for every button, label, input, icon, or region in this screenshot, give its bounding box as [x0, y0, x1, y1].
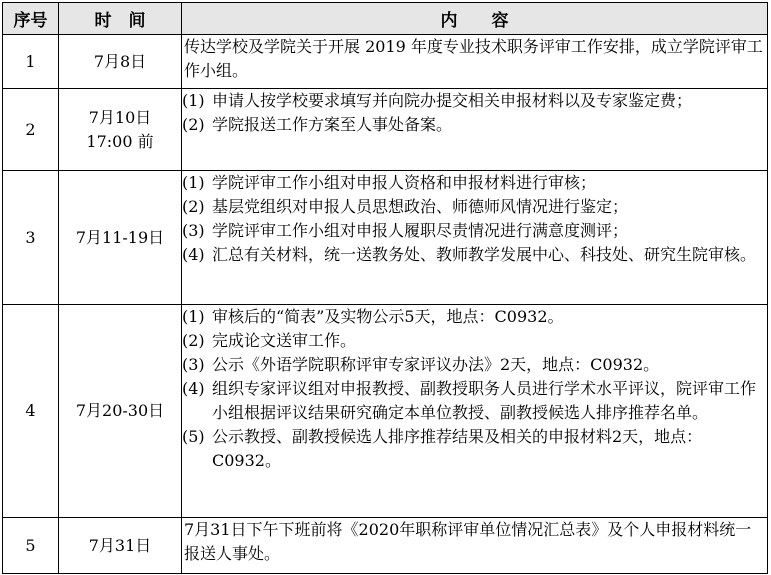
- content-item: [182, 195, 767, 219]
- row-number: 3: [3, 171, 59, 305]
- item-number: (1): [182, 307, 205, 326]
- time-line: 7月11-19日: [75, 227, 165, 247]
- content-item: [182, 353, 767, 377]
- header-time: 时 间: [59, 3, 182, 35]
- item-text: 组织专家评议组对申报教授、副教授职务人员进行学术水平评议，院评审工作小组根据评议结果研究确定本单位教授、副教授候选人排序推荐名单。: [212, 379, 757, 422]
- item-text: 学院报送工作方案至人事处备案。: [212, 115, 453, 134]
- row-number: 5: [3, 518, 59, 574]
- row-time: [59, 518, 182, 574]
- content-item: [182, 89, 767, 113]
- content-item: [182, 329, 767, 353]
- item-number: (2): [182, 197, 205, 216]
- row-time: [59, 305, 182, 518]
- row-time: [59, 35, 182, 89]
- content-item: [182, 171, 767, 195]
- content-text: 传达学校及学院关于开展 2019 年度专业技术职务评审工作安排，成立学院评审工作小组。: [184, 37, 763, 80]
- item-text: 学院评审工作小组对申报人资格和申报材料进行审核；: [212, 173, 597, 192]
- row-time: [59, 89, 182, 171]
- content-item: [182, 377, 767, 425]
- row-content: [182, 518, 768, 574]
- item-text: 公示教授、副教授候选人排序推荐结果及相关的申报材料2天，地点：C0932。: [212, 427, 703, 470]
- content-item: [182, 425, 767, 473]
- item-number: (2): [182, 115, 205, 134]
- item-number: (1): [182, 173, 205, 192]
- time-line: 7月10日: [88, 107, 152, 127]
- item-text: 汇总有关材料，统一送教务处、教师教学发展中心、科技处、研究生院审核。: [212, 245, 757, 264]
- row-content: [182, 305, 768, 518]
- schedule-table: [2, 2, 768, 574]
- item-number: (4): [182, 245, 205, 264]
- time-line: 17:00 前: [86, 131, 154, 151]
- item-text: 完成论文送审工作。: [212, 331, 357, 350]
- table-row: [3, 518, 768, 574]
- header-number: 序号: [3, 3, 59, 35]
- content-item: [182, 219, 767, 243]
- time-line: 7月20-30日: [75, 401, 165, 420]
- item-text: 申请人按学校要求填写并向院办提交相关申报材料以及专家鉴定费；: [212, 91, 693, 110]
- item-text: 审核后的“简表”及实物公示5天，地点：C0932。: [212, 307, 564, 326]
- row-content: [182, 35, 768, 89]
- content-item: [182, 113, 767, 137]
- item-number: (2): [182, 331, 205, 350]
- time-line: 7月31日: [88, 535, 152, 555]
- table-row: [3, 89, 768, 171]
- item-text: 基层党组织对申报人员思想政治、师德师风情况进行鉴定；: [212, 197, 629, 216]
- row-number: 2: [3, 89, 59, 171]
- table-header-row: [3, 3, 768, 35]
- row-content: [182, 171, 768, 305]
- item-number: (3): [182, 221, 205, 240]
- row-number: 1: [3, 35, 59, 89]
- row-time: [59, 171, 182, 305]
- content-text: 7月31日下午下班前将《2020年职称评审单位情况汇总表》及个人申报材料统一报送人事处。: [184, 520, 752, 563]
- table-row: [3, 305, 768, 518]
- row-content: [182, 89, 768, 171]
- item-number: (1): [182, 91, 205, 110]
- header-content: 内 容: [182, 3, 768, 35]
- table-row: [3, 35, 768, 89]
- table-row: [3, 171, 768, 305]
- time-line: 7月8日: [93, 51, 147, 71]
- content-item: [182, 243, 767, 267]
- row-number: 4: [3, 305, 59, 518]
- item-text: 公示《外语学院职称评审专家评议办法》2天，地点：C0932。: [212, 355, 660, 374]
- content-item: [182, 305, 767, 329]
- item-number: (5): [182, 427, 205, 446]
- item-number: (4): [182, 379, 205, 398]
- item-number: (3): [182, 355, 205, 374]
- item-text: 学院评审工作小组对申报人履职尽责情况进行满意度测评；: [212, 221, 629, 240]
